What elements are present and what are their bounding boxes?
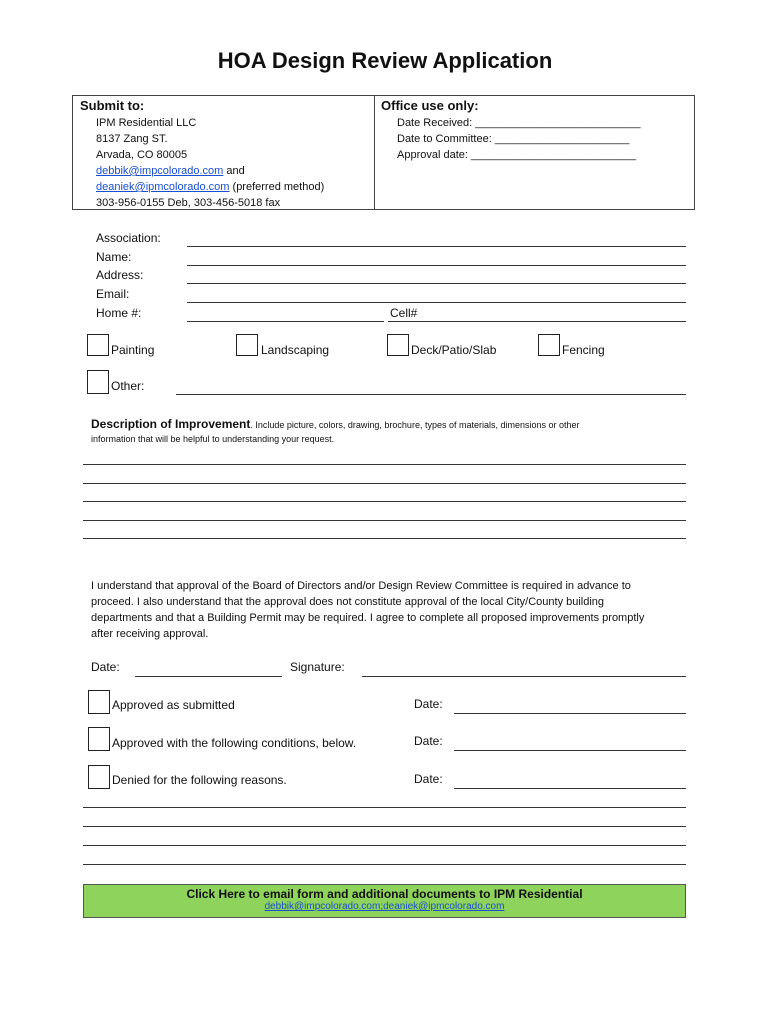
email2-suffix: (preferred method) (232, 181, 325, 193)
name-label: Name: (96, 250, 132, 264)
reasons-line[interactable] (83, 807, 686, 808)
submit-street: 8137 Zang ST. (96, 133, 168, 145)
approved-label: Approved as submitted (112, 698, 235, 712)
email-label: Email: (96, 287, 130, 301)
reasons-line[interactable] (83, 864, 686, 865)
fencing-checkbox[interactable] (538, 334, 560, 356)
agreement-line-1: I understand that approval of the Board of Directors and/or Design Review Committee is required in advance to (91, 580, 631, 592)
applicant-date-label: Date: (91, 660, 120, 674)
other-label: Other: (111, 379, 145, 393)
email-form-button[interactable] (83, 884, 686, 918)
landscaping-checkbox[interactable] (236, 334, 258, 356)
cell-field[interactable] (388, 321, 686, 322)
description-line[interactable] (83, 520, 686, 521)
fencing-label: Fencing (562, 343, 605, 357)
agreement-line-3: departments and that a Building Permit may be required. I agree to complete all proposed improvements promptly (91, 612, 645, 624)
approved-conditions-date-label: Date: (414, 734, 443, 748)
painting-label: Painting (111, 343, 155, 357)
box-divider (374, 95, 375, 210)
approved-date-label: Date: (414, 697, 443, 711)
cell-label: Cell# (390, 306, 418, 320)
email-form-button-label: Click Here to email form and additional documents to IPM Residential (186, 887, 583, 901)
approved-date-field[interactable] (454, 713, 686, 714)
address-field[interactable] (187, 283, 686, 284)
description-instructions (91, 417, 691, 431)
applicant-date-field[interactable] (135, 676, 282, 677)
office-heading: Office use only: (381, 98, 479, 113)
signature-field[interactable] (362, 676, 686, 677)
reasons-line[interactable] (83, 845, 686, 846)
submit-email2-row (96, 179, 324, 195)
page-title: HOA Design Review Application (217, 48, 553, 73)
approved-conditions-label: Approved with the following conditions, below. (112, 736, 357, 750)
deck-patio-slab-checkbox[interactable] (387, 334, 409, 356)
email-link-debbik[interactable]: debbik@impcolorado.com (96, 165, 224, 177)
agreement-line-4: after receiving approval. (91, 628, 209, 640)
approved-conditions-date-field[interactable] (454, 750, 686, 751)
email1-suffix: and (226, 165, 245, 177)
home-phone-field[interactable] (187, 321, 384, 322)
description-text-1: . Include picture, colors, drawing, brochure, types of materials, dimensions or other (250, 420, 580, 430)
deck-patio-slab-label: Deck/Patio/Slab (411, 343, 497, 357)
reasons-line[interactable] (83, 826, 686, 827)
address-label: Address: (96, 268, 144, 282)
email-link-deaniek[interactable]: deaniek@ipmcolorado.com (96, 181, 230, 193)
office-approval-date: Approval date: ___________________________ (397, 149, 637, 161)
description-line[interactable] (83, 538, 686, 539)
description-line[interactable] (83, 501, 686, 502)
office-date-committee: Date to Committee: ______________________ (397, 133, 630, 145)
submit-email1-row (96, 163, 245, 179)
landscaping-label: Landscaping (261, 343, 330, 357)
association-label: Association: (96, 231, 161, 245)
description-line[interactable] (83, 483, 686, 484)
submit-heading: Submit to: (80, 98, 145, 113)
painting-checkbox[interactable] (87, 334, 109, 356)
approved-conditions-checkbox[interactable] (88, 727, 110, 751)
approved-checkbox[interactable] (88, 690, 110, 714)
description-text-2: information that will be helpful to understanding your request. (91, 434, 335, 444)
denied-label: Denied for the following reasons. (112, 773, 287, 787)
denied-checkbox[interactable] (88, 765, 110, 789)
description-heading: Description of Improvement (91, 417, 251, 431)
submit-phones: 303-956-0155 Deb, 303-456-5018 fax (96, 197, 281, 209)
association-field[interactable] (187, 246, 686, 247)
email-form-links[interactable]: debbik@impcolorado.com;deaniek@ipmcolorado.com (264, 901, 505, 912)
submit-city: Arvada, CO 80005 (96, 149, 188, 161)
email-field[interactable] (187, 302, 686, 303)
denied-date-label: Date: (414, 772, 443, 786)
name-field[interactable] (187, 265, 686, 266)
denied-date-field[interactable] (454, 788, 686, 789)
other-checkbox[interactable] (87, 370, 109, 394)
description-line[interactable] (83, 464, 686, 465)
other-field[interactable] (176, 394, 686, 395)
signature-label: Signature: (290, 660, 345, 674)
office-date-received: Date Received: ___________________________ (397, 117, 641, 129)
agreement-line-2: proceed. I also understand that the approval does not constitute approval of the local City/County building (91, 596, 605, 608)
home-phone-label: Home #: (96, 306, 142, 320)
submit-company: IPM Residential LLC (96, 117, 197, 129)
